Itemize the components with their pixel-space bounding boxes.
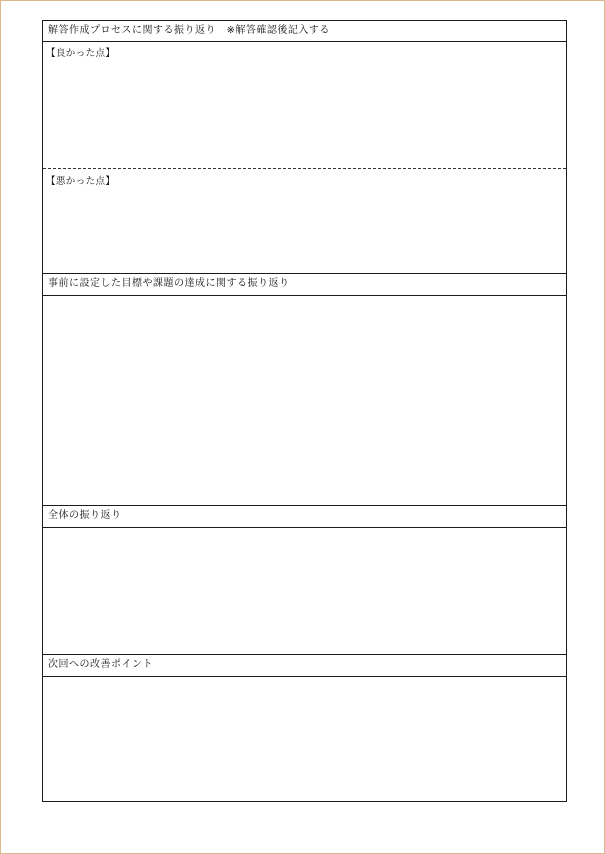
goals-reflection-heading: 事前に設定した目標や課題の達成に関する振り返り — [48, 278, 290, 289]
good-points-area[interactable] — [43, 42, 566, 168]
bad-points-label: 【悪かった点】 — [46, 176, 116, 187]
improvement-points-area[interactable] — [43, 677, 566, 801]
goals-reflection-area[interactable] — [43, 296, 566, 505]
bad-points-area[interactable] — [43, 169, 566, 273]
overall-reflection-heading: 全体の振り返り — [48, 510, 122, 521]
overall-reflection-area[interactable] — [43, 528, 566, 654]
process-reflection-heading: 解答作成プロセスに関する振り返り ※解答確認後記入する — [48, 25, 330, 36]
good-points-label: 【良かった点】 — [46, 48, 116, 59]
reflection-sheet — [42, 20, 567, 802]
improvement-points-heading: 次回への改善ポイント — [48, 659, 153, 670]
